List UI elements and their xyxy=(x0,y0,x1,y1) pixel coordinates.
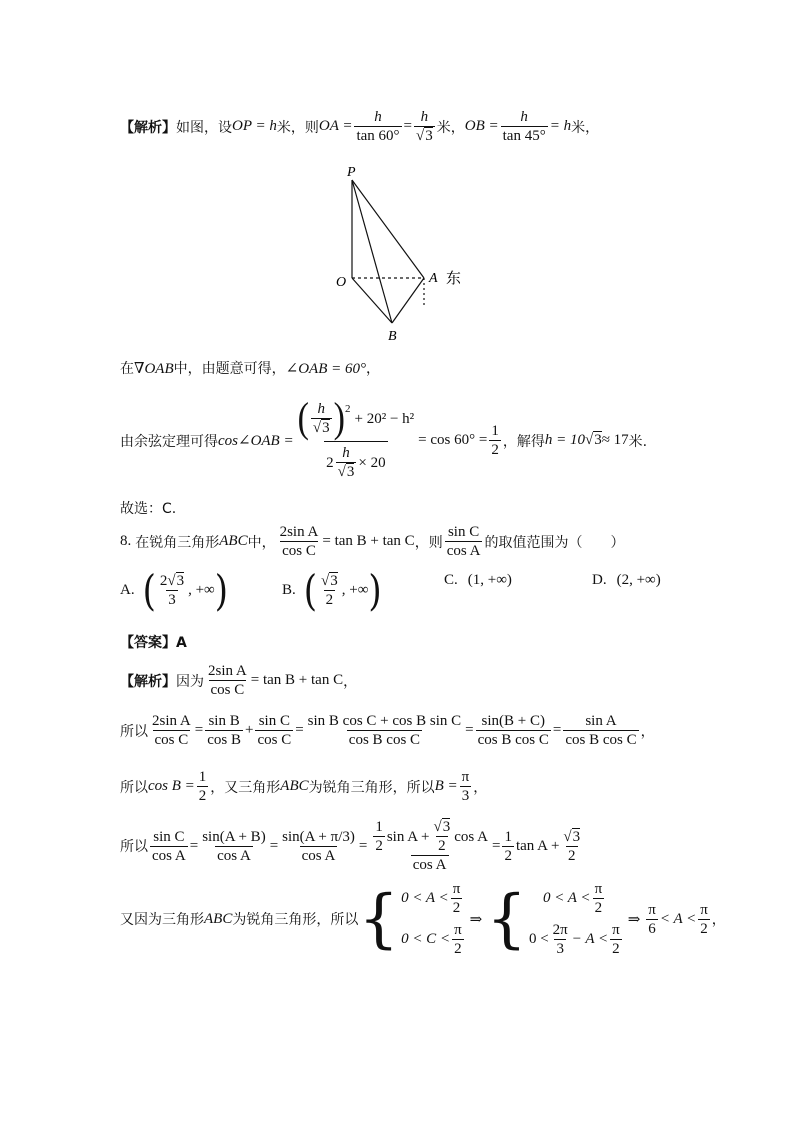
op-equation: OP = h xyxy=(232,118,277,134)
angle-eq: ∠OAB = 60° xyxy=(285,360,366,377)
label-o: O xyxy=(336,275,347,290)
oa-fraction xyxy=(354,108,401,145)
analysis2-line-3: 所以 cos B = $\frac{1}{2}$ ，又三角形 ABC 为锐角三角形，所以 B = $\frac{\pi}{3}$ ， xyxy=(120,769,488,804)
frac-num: h xyxy=(520,109,528,125)
analysis-intro: 如图，设 xyxy=(176,119,232,136)
unit: 米 xyxy=(276,119,291,136)
text: 由余弦定理可得 xyxy=(120,433,218,450)
frac-num: h xyxy=(420,109,429,125)
analysis2-line-4: 所以 $\frac{\text{sin C}}{\text{cos A}}$ = $\frac{\sin(A + B)}{\text{cos A}}$ = $\frac{\sin(A + \pi/3)}{\text{cos A}}$ = $\frac{1}{2}$ sin A + $\frac{√3}{2}$ cos A cos A = $\frac{1}{2}$ tan A + $\frac{√3}{2}$ xyxy=(120,819,581,873)
then-text: ，则 xyxy=(290,119,319,136)
text: ，解得 xyxy=(502,433,545,450)
question-8: 8. 在锐角三角形 ABC 中， $\frac{\text{2sin A}}{\text{cos C}}$ = tan B + tan C ，则 $\frac{\text{sin C}}{\text{cos A}}$ 的取值范围为（ ） xyxy=(120,524,625,559)
ob-fraction xyxy=(501,108,548,145)
unit: 米， xyxy=(436,119,465,136)
result: h = 10 xyxy=(544,432,585,448)
edge-pa xyxy=(352,180,424,278)
option-b[interactable]: B. ( $\frac{√3}{2}$ , +∞ ) xyxy=(282,565,382,616)
question-number: 8. xyxy=(120,533,132,549)
analysis2-line-1: 【解析】 因为 $\frac{\text{2sin A}}{\text{cos C}}$ = tan B + tan C ， xyxy=(120,663,358,698)
system-2: { 0 < A < $\frac{\pi}{2}$ 0 < $\frac{2\pi}{3}$ − A < $\frac{\pi}{2}$ xyxy=(486,881,620,957)
cos60: = cos 60° = xyxy=(418,432,488,448)
system-1: { 0 < A < $\frac{\pi}{2}$ 0 < C < $\frac{\pi}{2}$ xyxy=(358,881,462,957)
cosine-line: 由余弦定理可得 cos∠OAB = ( $\frac{h}{√3}$ ) $^2$ + 20² − h² 2 $\frac{h}{√3}$ × 20 = cos 60° = $\frac{1}{2}$ ，解得 h = 10 √3 ≈ 17 米. xyxy=(120,394,648,480)
label-east: 东 xyxy=(446,269,462,287)
cosine-numerator: ( $\frac{h}{√3}$ ) $^2$ + 20² − h² xyxy=(297,394,415,441)
equals: = xyxy=(403,118,413,134)
pyramid-figure xyxy=(330,160,480,345)
option-a[interactable]: A. ( $\frac{2√3}{3}$ , +∞ ) xyxy=(120,565,229,616)
cosine-denominator: 2 $\frac{h}{√3}$ × 20 xyxy=(324,441,387,481)
label-a: A xyxy=(429,271,438,286)
label-b: B xyxy=(388,329,397,344)
sqrt-fraction xyxy=(414,108,435,145)
frac-den: tan 45° xyxy=(502,128,546,144)
q8-fraction-2: $\frac{\text{sin C}}{\text{cos A}}$ xyxy=(446,524,481,559)
num-tail: + 20² − h² xyxy=(354,410,415,427)
approx: ≈ 17 xyxy=(601,432,629,448)
text: 在 xyxy=(120,361,134,377)
frac-num: h xyxy=(374,109,382,125)
ob-rhs: = h xyxy=(549,118,572,134)
text: 中，由题意可得， xyxy=(173,361,286,377)
answer-line xyxy=(120,632,187,652)
analysis2-line-5: 又因为三角形 ABC 为锐角三角形，所以 { 0 < A < $\frac{\pi}{2}$ 0 < C < $\frac{\pi}{2}$ ⇒ { 0 < A < $\frac{\pi}{2}$ 0 < $\frac{2\pi}{3}$ − A < $\frac{\pi}{2}$ ⇒ $\frac{\pi}{6}$ < A < $\frac{\pi}{2}$ ， xyxy=(120,881,726,957)
cosine-fraction xyxy=(296,394,417,481)
frac-den: √3 xyxy=(416,128,433,144)
answer-text: 【答案】A xyxy=(120,635,187,651)
edge-pb xyxy=(352,180,392,323)
option-d[interactable]: D. (2, +∞) xyxy=(592,572,661,588)
oa-lhs: OA = xyxy=(318,118,353,134)
ob-lhs: OB = xyxy=(464,118,499,134)
frac-den: tan 60° xyxy=(356,128,400,144)
label-p: P xyxy=(347,165,356,180)
q8-fraction-1: $\frac{\text{2sin A}}{\text{cos C}}$ xyxy=(279,524,319,559)
choose-line xyxy=(120,498,176,518)
analysis2-line-2: 所以 $\frac{\text{2sin A}}{\text{cos C}}$ = $\frac{\text{sin B}}{\text{cos B}}$ + $\frac{\text{sin C}}{\text{cos C}}$ = $\frac{\text{sin B cos C + cos B sin C}}{\text{cos B cos C}}$ = $\frac{\sin(B + C)}{\text{cos B cos C}}$ = $\frac{\text{sin A}}{\text{cos B cos C}}$ ， xyxy=(120,713,655,748)
unit: 米， xyxy=(571,119,600,136)
sqrt-value: 3 xyxy=(425,128,433,144)
option-c[interactable]: C. (1, +∞) xyxy=(444,572,512,588)
cos-lhs: cos∠OAB = xyxy=(218,433,294,449)
choose-text: 故选：C. xyxy=(120,501,177,517)
unit: 米. xyxy=(628,433,648,450)
triangle-line xyxy=(120,358,380,378)
half-fraction: $\frac{1}{2}$ xyxy=(491,423,499,458)
analysis-line-1 xyxy=(120,108,599,145)
edge-ba xyxy=(392,278,424,323)
analysis-label: 【解析】 xyxy=(120,119,176,136)
text: ， xyxy=(366,361,380,377)
triangle-symbol: ∇OAB xyxy=(134,360,174,377)
